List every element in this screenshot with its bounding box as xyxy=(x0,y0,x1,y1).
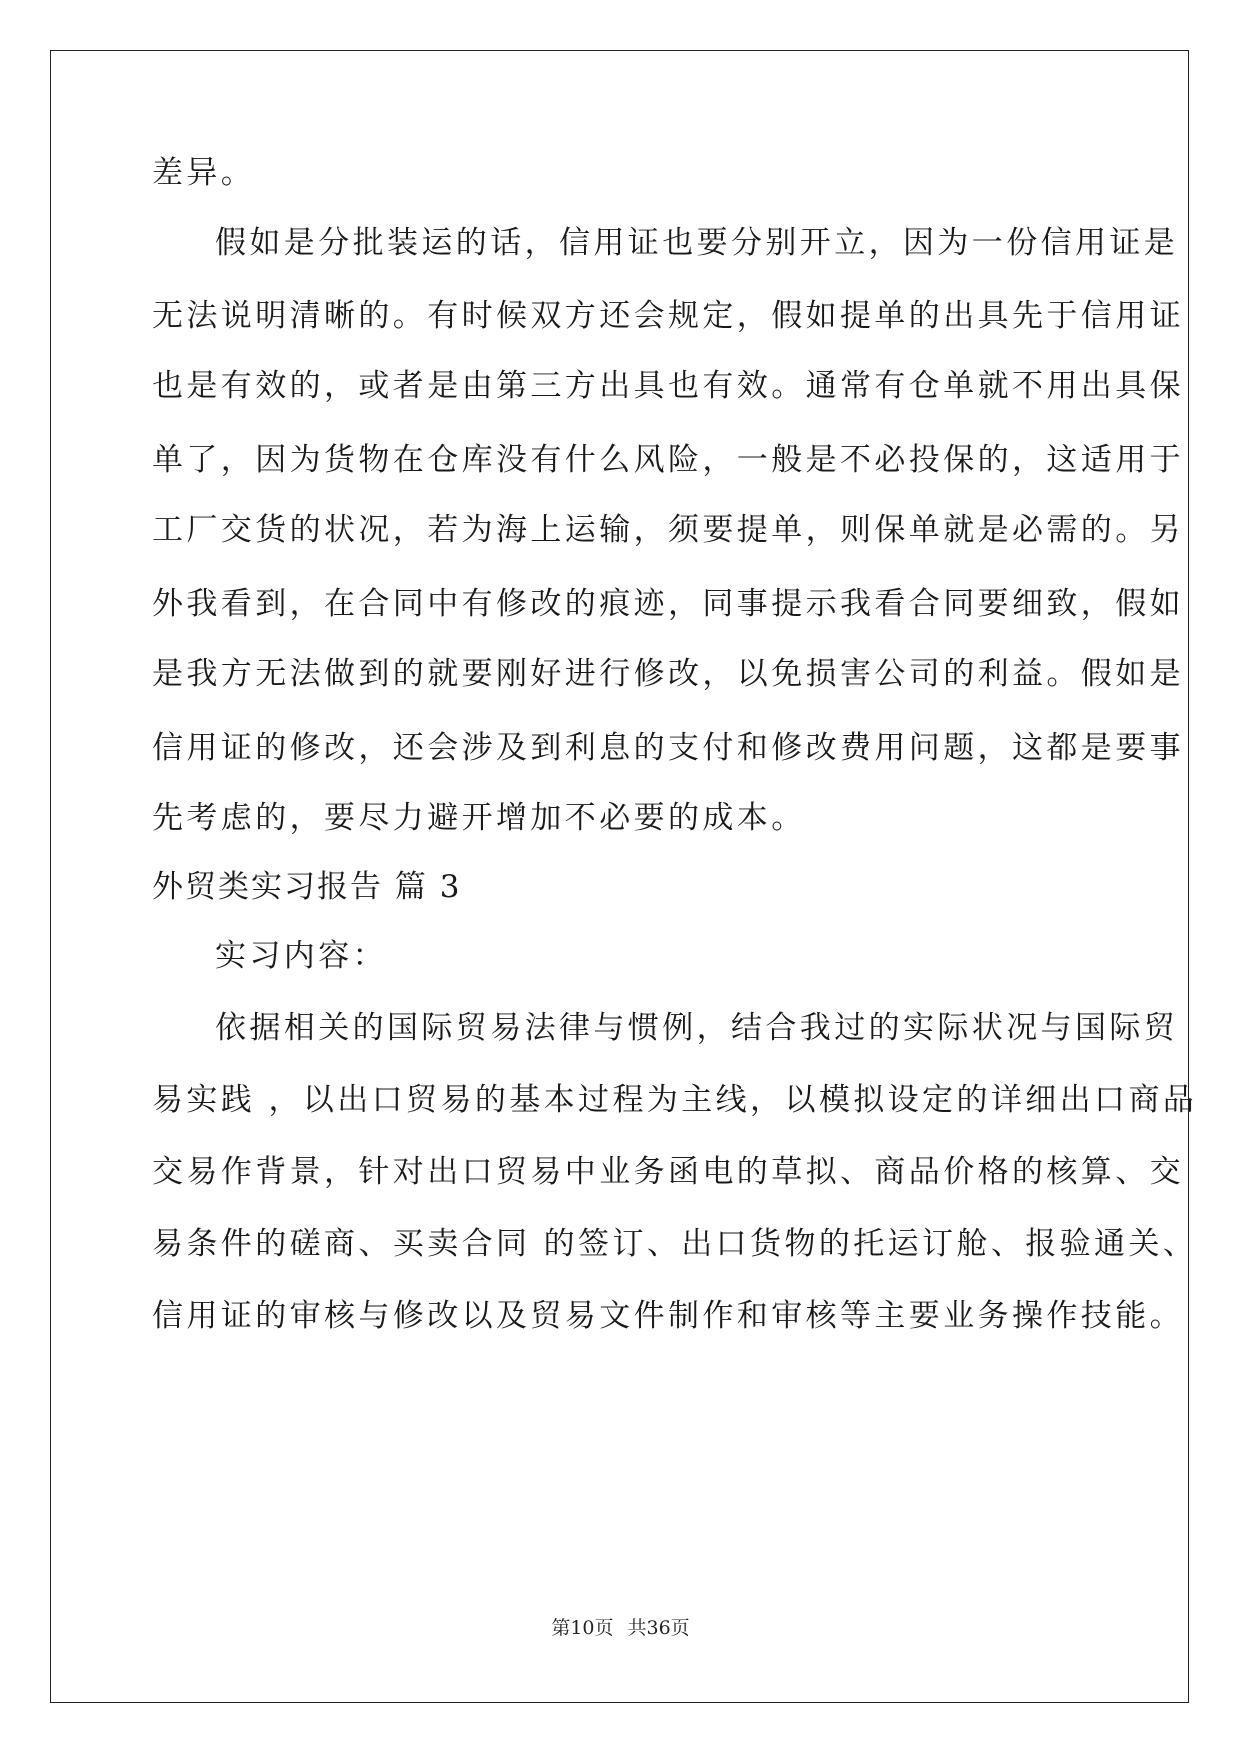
paragraph-line: 假如是分批装运的话，信用证也要分别开立，因为一份信用证是 xyxy=(215,225,1179,261)
paragraph-line: 也是有效的，或者是由第三方出具也有效。通常有仓单就不用出具保 xyxy=(152,368,1184,404)
paragraph-line: 易条件的磋商、买卖合同 的签订、出口货物的托运订舱、报验通关、 xyxy=(152,1226,1198,1262)
paragraph-line: 工厂交货的状况，若为海上运输，须要提单，则保单就是必需的。另 xyxy=(152,512,1184,548)
subheading-line: 实习内容： xyxy=(215,938,387,974)
total-pages: 共36页 xyxy=(627,1617,690,1639)
paragraph-line: 易实践 ，以出口贸易的基本过程为主线，以模拟设定的详细出口商品 xyxy=(152,1082,1198,1118)
paragraph-line: 差异。 xyxy=(152,155,256,191)
paragraph-line: 先考虑的，要尽力避开增加不必要的成本。 xyxy=(152,800,806,836)
paragraph-line: 信用证的修改，还会涉及到利息的支付和修改费用问题，这都是要事 xyxy=(152,730,1184,766)
paragraph-line: 信用证的审核与修改以及贸易文件制作和审核等主要业务操作技能。 xyxy=(152,1298,1184,1334)
paragraph-line: 单了，因为货物在仓库没有什么风险，一般是不必投保的，这适用于 xyxy=(152,442,1184,478)
paragraph-line: 交易作背景，针对出口贸易中业务函电的草拟、商品价格的核算、交 xyxy=(152,1154,1184,1190)
paragraph-line: 是我方无法做到的就要刚好进行修改，以免损害公司的利益。假如是 xyxy=(152,656,1184,692)
section-heading: 外贸类实习报告 篇 3 xyxy=(152,869,462,905)
page-number: 第10页 xyxy=(551,1617,614,1639)
paragraph-line: 外我看到，在合同中有修改的痕迹，同事提示我看合同要细致，假如 xyxy=(152,586,1184,622)
paragraph-line: 依据相关的国际贸易法律与惯例，结合我过的实际状况与国际贸 xyxy=(215,1010,1179,1046)
page-footer xyxy=(0,1616,1241,1640)
paragraph-line: 无法说明清晰的。有时候双方还会规定，假如提单的出具先于信用证 xyxy=(152,298,1184,334)
